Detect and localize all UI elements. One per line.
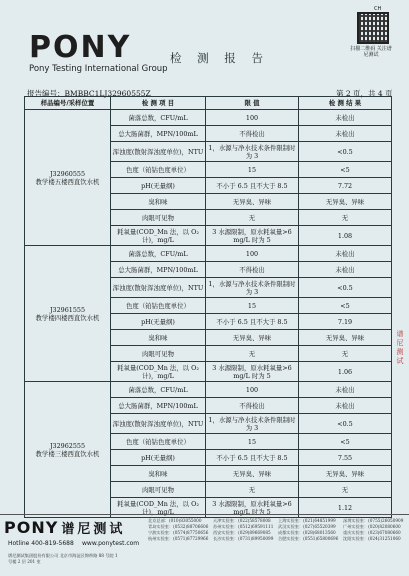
result-cell: <0.5	[299, 278, 392, 298]
limit-cell: 15	[206, 298, 299, 314]
result-cell: <5	[299, 162, 392, 178]
phone-entry: 天津实验室：(022)58578008	[213, 518, 271, 523]
limit-cell: 无异臭、异味	[206, 466, 299, 482]
phone-entry: 长沙实验室：(0731)89950099	[213, 536, 274, 541]
result-cell: 未检出	[299, 398, 392, 414]
item-cell: 总大肠菌群，MPN/100mL	[111, 262, 206, 278]
footer-phone-list	[148, 518, 406, 542]
item-cell: 浑浊度(散射浑浊度单位)，NTU	[111, 142, 206, 162]
item-cell: 菌落总数，CFU/mL	[111, 110, 206, 126]
limit-cell: 无	[206, 346, 299, 362]
item-cell: 总大肠菌群，MPN/100mL	[111, 126, 206, 142]
limit-cell: 15	[206, 434, 299, 450]
item-cell: 色度（铂钴色度单位）	[111, 434, 206, 450]
sample-location: 教学楼四楼西直饮水机	[35, 313, 100, 322]
phone-entry: 宁波实验室：(0574)87750656	[148, 530, 209, 535]
website-link[interactable]: www.ponytest.com	[82, 540, 140, 547]
result-cell: 1.08	[299, 226, 392, 246]
result-cell: <0.5	[299, 414, 392, 434]
phone-entry: 北京总部：(010)83055000	[148, 518, 202, 523]
corner-code: CH	[374, 6, 382, 12]
item-cell: pH(无量纲)	[111, 450, 206, 466]
footer-divider	[0, 514, 409, 515]
report-title: 检 测 报 告	[170, 51, 269, 65]
result-cell: <5	[299, 434, 392, 450]
limit-cell: 1，水源与净水技术条件限制时为 3	[206, 142, 299, 162]
limit-cell: 不小于 6.5 且不大于 8.5	[206, 314, 299, 330]
header-item: 检 测 项 目	[111, 97, 206, 110]
item-cell: 总大肠菌群，MPN/100mL	[111, 398, 206, 414]
sample-cell	[25, 382, 111, 518]
result-cell: 无	[299, 482, 392, 498]
result-cell: 无	[299, 210, 392, 226]
logo-text: PONY	[29, 30, 132, 65]
item-cell: 耗氧量(COD_Mn 法，以 O₂ 计)，mg/L	[111, 362, 206, 382]
limit-cell: 100	[206, 382, 299, 398]
item-cell: 臭和味	[111, 194, 206, 210]
item-cell: 色度（铂钴色度单位）	[111, 298, 206, 314]
page-info: 第 2 页，共 4 页	[336, 89, 393, 98]
limit-cell: 15	[206, 162, 299, 178]
limit-cell: 不得检出	[206, 126, 299, 142]
result-cell: 未检出	[299, 246, 392, 262]
limit-cell: 100	[206, 110, 299, 126]
item-cell: 臭和味	[111, 466, 206, 482]
qr-code-icon	[357, 12, 389, 44]
footer-logo	[4, 518, 125, 537]
result-cell: 7.55	[299, 450, 392, 466]
item-cell: pH(无量纲)	[111, 314, 206, 330]
footer-logo-cn: 谱尼测试	[61, 522, 126, 537]
limit-cell: 3 水源限制，原水耗氧量>6 mg/L 时为 5	[206, 226, 299, 246]
sample-id: J32961555	[49, 305, 86, 314]
phone-entry: 上海实验室：(021)64851999	[278, 518, 336, 523]
table-row	[25, 382, 392, 398]
footer-logo-text: PONY	[4, 518, 59, 537]
phone-entry: 深圳实验室：(0755)26050909	[343, 518, 404, 523]
item-cell: 菌落总数，CFU/mL	[111, 246, 206, 262]
item-cell: 耗氧量(COD_Mn 法，以 O₂ 计)，mg/L	[111, 226, 206, 246]
limit-cell: 不得检出	[206, 398, 299, 414]
item-cell: 肉眼可见物	[111, 210, 206, 226]
phone-entry: 成都实验室：(028)68013560	[278, 530, 336, 535]
result-cell: 未检出	[299, 262, 392, 278]
limit-cell: 100	[206, 246, 299, 262]
phone-entry: 西安实验室：(029)89669085	[213, 530, 271, 535]
limit-cell: 不得检出	[206, 262, 299, 278]
item-cell: 耗氧量(COD_Mn 法，以 O₂ 计)，mg/L	[111, 498, 206, 518]
item-cell: 臭和味	[111, 330, 206, 346]
phone-entry: 青岛实验室：(0532)88706606	[148, 524, 209, 529]
header-limit: 限 值	[206, 97, 299, 110]
result-cell: 1.06	[299, 362, 392, 382]
phone-entry: 武汉实验室：(027)65520399	[278, 524, 336, 529]
seal-stamp: 谱尼测试	[396, 330, 404, 365]
limit-cell: 1，水源与净水技术条件限制时为 3	[206, 414, 299, 434]
report-number: 报告编号：BMBBC1LJ32960555Z	[27, 89, 151, 98]
phone-entry: 重庆实验室：(023)67080660	[343, 530, 401, 535]
company-logo	[29, 30, 168, 74]
result-cell: 未检出	[299, 110, 392, 126]
table-row	[25, 246, 392, 262]
table-header-row	[25, 97, 392, 110]
result-cell: 无	[299, 346, 392, 362]
item-cell: 浑浊度(散射浑浊度单位)，NTU	[111, 414, 206, 434]
sample-location: 教学楼五楼西直饮水机	[35, 177, 100, 186]
sample-id: J32962555	[49, 441, 86, 450]
qr-caption: 扫描二维码 关注谱尼测试	[350, 46, 392, 58]
limit-cell: 不小于 6.5 且不大于 8.5	[206, 178, 299, 194]
limit-cell: 无异臭、异味	[206, 330, 299, 346]
sample-id: J32960555	[49, 169, 86, 178]
header-result: 检 测 结 果	[299, 97, 392, 110]
limit-cell: 无	[206, 482, 299, 498]
phone-entry: 广州实验室：(020)82080600	[343, 524, 401, 529]
limit-cell: 无	[206, 210, 299, 226]
item-cell: 肉眼可见物	[111, 482, 206, 498]
table-row	[25, 110, 392, 126]
footer-address: 谱尼测试集团股份有限公司 北京市海淀区锦带路 88 号院 1 号楼 2 层 201 室	[8, 553, 118, 564]
result-cell: 1.12	[299, 498, 392, 518]
results-table	[24, 96, 392, 518]
result-cell: 无异臭、异味	[299, 466, 392, 482]
limit-cell: 1，水源与净水技术条件限制时为 3	[206, 278, 299, 298]
result-cell: 未检出	[299, 126, 392, 142]
limit-cell: 3 水源限制，原水耗氧量>6 mg/L 时为 5	[206, 362, 299, 382]
result-cell: <0.5	[299, 142, 392, 162]
item-cell: 菌落总数，CFU/mL	[111, 382, 206, 398]
limit-cell: 3 水源限制，原水耗氧量>6 mg/L 时为 5	[206, 498, 299, 518]
result-cell: 未检出	[299, 382, 392, 398]
limit-cell: 不小于 6.5 且不大于 8.5	[206, 450, 299, 466]
logo-subtitle: Pony Testing International Group	[29, 64, 168, 74]
item-cell: 浑浊度(散射浑浊度单位)，NTU	[111, 278, 206, 298]
phone-entry: 苏州实验室：(0512)69591111	[213, 524, 274, 529]
result-cell: 无异臭、异味	[299, 194, 392, 210]
result-cell: <5	[299, 298, 392, 314]
limit-cell: 无异臭、异味	[206, 194, 299, 210]
item-cell: 色度（铂钴色度单位）	[111, 162, 206, 178]
phone-entry: 沈阳实验室：(024)31251060	[343, 536, 401, 541]
item-cell: 肉眼可见物	[111, 346, 206, 362]
phone-entry: 杭州实验室：(0571)87729966	[148, 536, 209, 541]
phone-entry: 合肥实验室：(0551)65800696	[278, 536, 339, 541]
sample-cell	[25, 246, 111, 382]
hotline: Hotline 400-819-5688	[8, 540, 74, 547]
result-cell: 无异臭、异味	[299, 330, 392, 346]
item-cell: pH(无量纲)	[111, 178, 206, 194]
result-cell: 7.19	[299, 314, 392, 330]
result-cell: 7.72	[299, 178, 392, 194]
header-sample: 样品编号/采样位置	[25, 97, 111, 110]
sample-location: 教学楼三楼西直饮水机	[35, 449, 100, 458]
sample-cell	[25, 110, 111, 246]
